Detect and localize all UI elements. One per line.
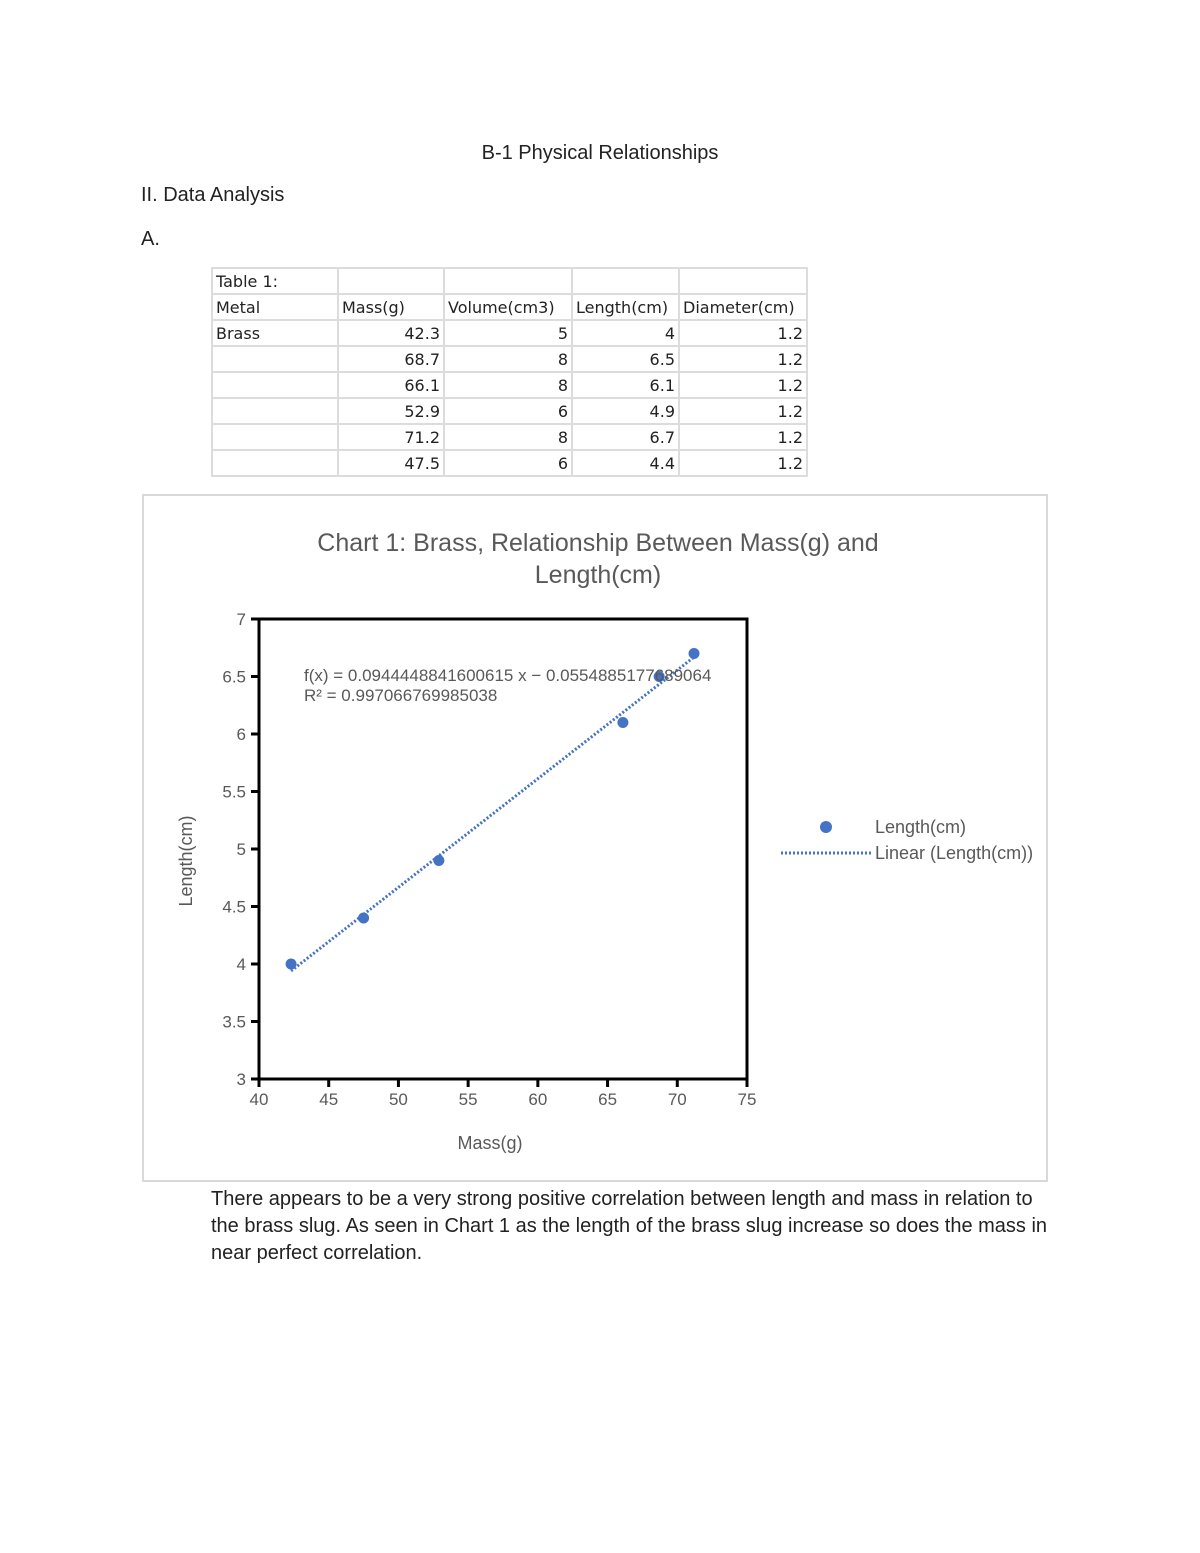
table-cell: 4.9 (572, 398, 679, 424)
y-tick-label: 6 (236, 725, 246, 744)
y-axis-ticks (222, 610, 259, 1089)
table-cell: 8 (444, 424, 572, 450)
scatter-chart (144, 496, 1050, 1184)
table-row (212, 320, 807, 346)
table-cell (212, 346, 338, 372)
chart-title-line-1: Chart 1: Brass, Relationship Between Mass(g) and (317, 529, 879, 557)
y-tick-label: 3.5 (222, 1012, 246, 1032)
document-title: B-1 Physical Relationships (481, 142, 719, 164)
subsection-label: A. (141, 228, 160, 250)
table-cell: 8 (444, 372, 572, 398)
x-tick-label: 40 (249, 1090, 269, 1109)
x-tick-label: 45 (319, 1090, 339, 1109)
table-cell: 71.2 (338, 424, 444, 450)
x-tick-label: 60 (528, 1090, 548, 1109)
table-cell: 42.3 (338, 320, 444, 346)
data-table (211, 267, 808, 477)
trendline-equation: f(x) = 0.0944448841600615 x − 0.0554885177689064 (304, 666, 712, 685)
table-cell: Brass (212, 320, 338, 346)
y-tick-label: 5 (236, 840, 246, 859)
y-tick-label: 4.5 (222, 897, 246, 917)
table-row (212, 346, 807, 372)
table-cell: 6.7 (572, 424, 679, 450)
data-point (433, 855, 444, 866)
chart-title-line-2: Length(cm) (534, 561, 662, 589)
table-cell (212, 372, 338, 398)
table-cell: 6 (444, 398, 572, 424)
table-row (212, 450, 807, 476)
data-point (617, 717, 628, 728)
table-header: Length(cm) (572, 294, 679, 320)
y-tick-label: 4 (236, 955, 246, 974)
table-cell (212, 450, 338, 476)
table-cell: 5 (444, 320, 572, 346)
data-point (689, 648, 700, 659)
table-cell: 1.2 (679, 346, 807, 372)
legend-marker (820, 821, 832, 833)
data-point (358, 913, 369, 924)
y-tick-label: 6.5 (222, 667, 246, 687)
x-axis-ticks (250, 1079, 757, 1109)
data-point (286, 959, 297, 970)
trendline-r2: R² = 0.997066769985038 (304, 686, 498, 705)
y-tick-label: 7 (236, 610, 246, 629)
table-caption: Table 1: (212, 268, 338, 294)
table-row (212, 398, 807, 424)
legend-trend-label: Linear (Length(cm)) (875, 843, 1034, 863)
table-cell: 1.2 (679, 450, 807, 476)
table-row (212, 424, 807, 450)
table-cell: 4.4 (572, 450, 679, 476)
y-tick-label: 5.5 (222, 782, 246, 802)
table-cell: 1.2 (679, 320, 807, 346)
x-tick-label: 75 (737, 1090, 757, 1109)
chart-frame (142, 494, 1048, 1182)
table-cell: 8 (444, 346, 572, 372)
x-axis-label: Mass(g) (457, 1133, 523, 1153)
x-tick-label: 70 (667, 1090, 687, 1109)
table-cell: 1.2 (679, 372, 807, 398)
table-cell: 66.1 (338, 372, 444, 398)
table-cell: 1.2 (679, 424, 807, 450)
table-cell (212, 398, 338, 424)
y-tick-label: 3 (236, 1070, 246, 1089)
table-cell: 6.1 (572, 372, 679, 398)
table-cell: 6.5 (572, 346, 679, 372)
table-row (212, 372, 807, 398)
table-header: Metal (212, 294, 338, 320)
legend (781, 817, 1033, 863)
table-cell: 1.2 (679, 398, 807, 424)
y-axis-label: Length(cm) (176, 815, 196, 907)
table-header: Diameter(cm) (679, 294, 807, 320)
table-cell: 6 (444, 450, 572, 476)
table-cell: 68.7 (338, 346, 444, 372)
table-caption-row (212, 268, 807, 294)
x-tick-label: 55 (458, 1090, 478, 1109)
analysis-paragraph: There appears to be a very strong positive correlation between length and mass in relation to the brass slug. As seen in Chart 1 as the length of the brass slug increase so does the mass in near perfect correlation. (211, 1188, 1048, 1264)
table-header: Mass(g) (338, 294, 444, 320)
x-tick-label: 65 (598, 1090, 618, 1109)
table-cell: 52.9 (338, 398, 444, 424)
table-header: Volume(cm3) (444, 294, 572, 320)
table-cell: 4 (572, 320, 679, 346)
x-tick-label: 50 (388, 1090, 408, 1109)
table-header-row (212, 294, 807, 320)
table-cell (212, 424, 338, 450)
legend-series-label: Length(cm) (875, 817, 967, 837)
table-cell: 47.5 (338, 450, 444, 476)
section-heading: II. Data Analysis (141, 184, 285, 206)
